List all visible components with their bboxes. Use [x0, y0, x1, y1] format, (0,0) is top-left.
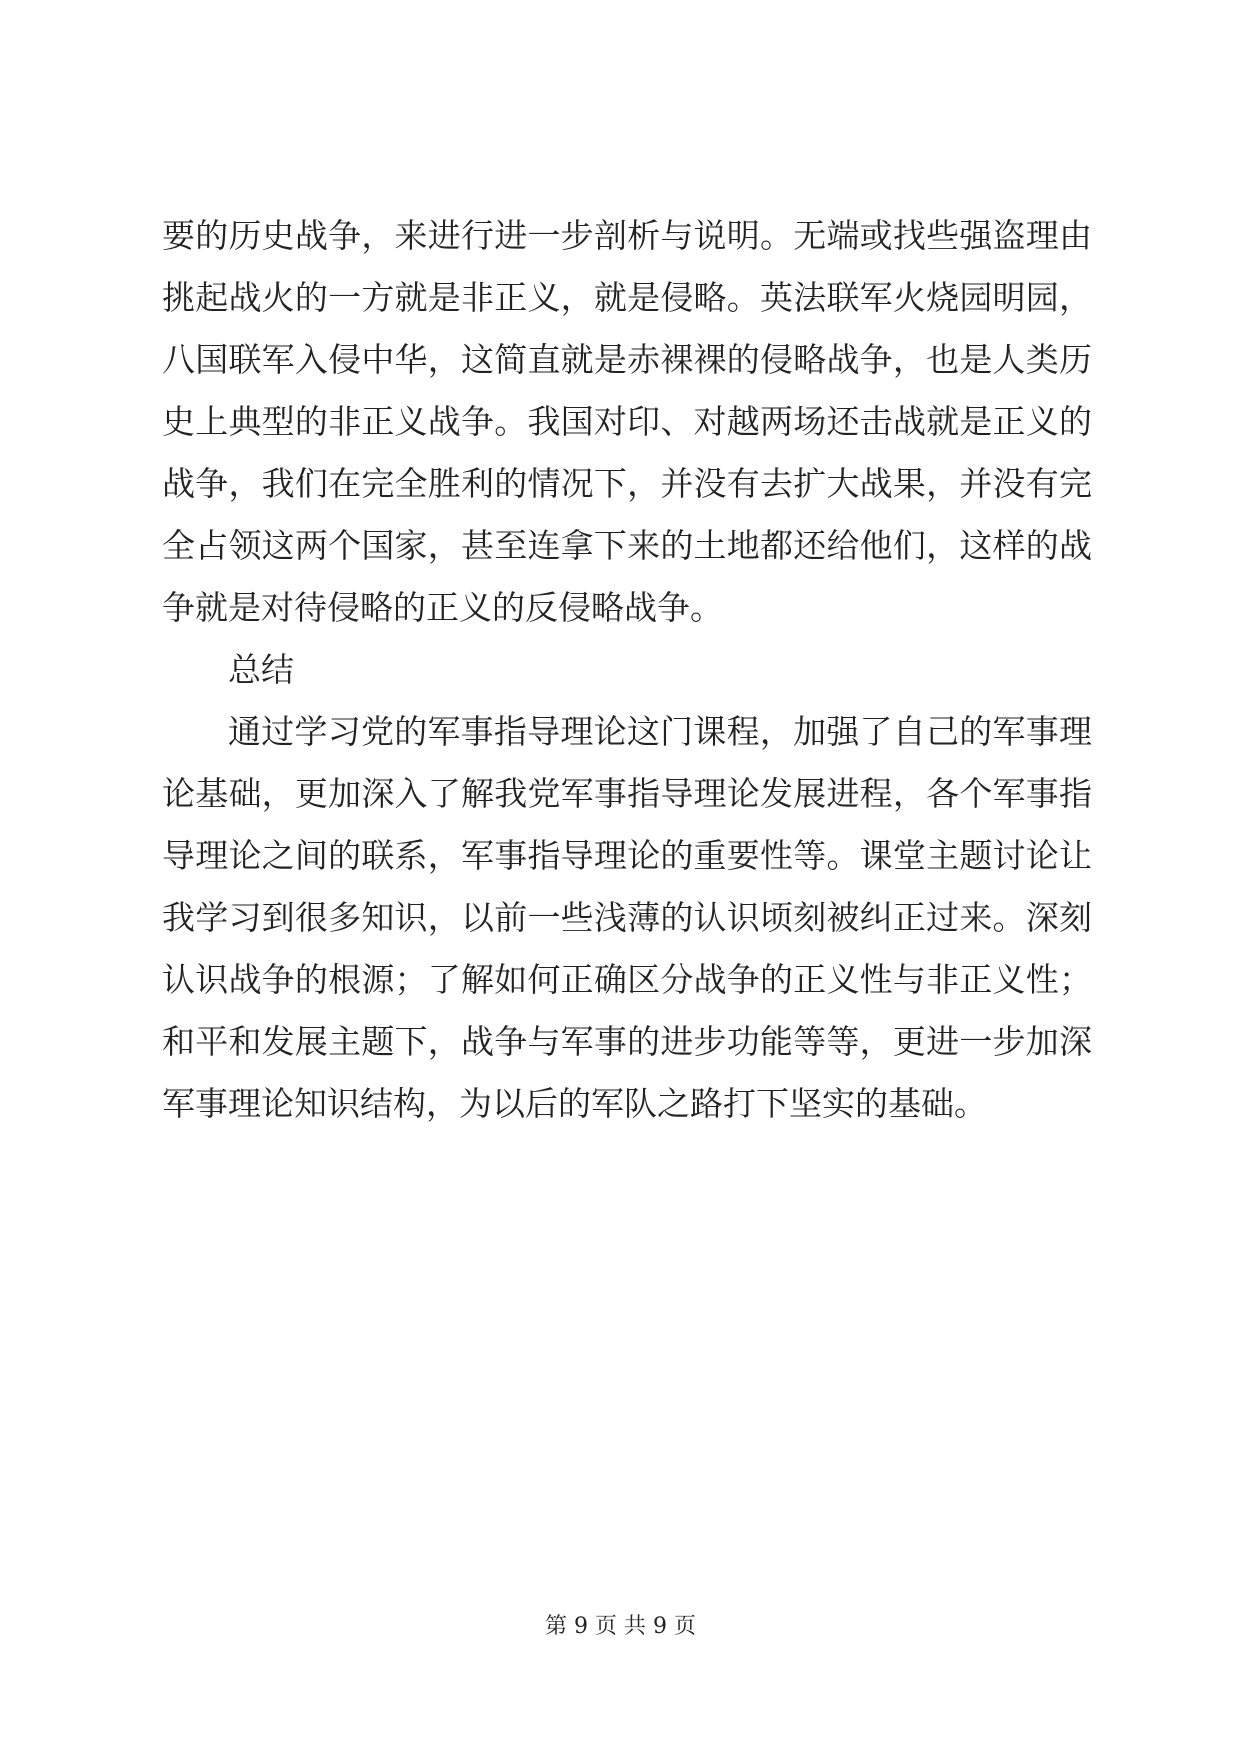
section-heading: 总结: [228, 650, 294, 689]
paragraph-line: 全占领这两个国家，甚至连拿下来的土地都还给他们，这样的战: [162, 526, 1092, 565]
page-number-footer: 第 9 页 共 9 页: [545, 1614, 696, 1639]
paragraph-line: 战争，我们在完全胜利的情况下，并没有去扩大战果，并没有完: [162, 464, 1092, 503]
paragraph-line: 史上典型的非正义战争。我国对印、对越两场还击战就是正义的: [162, 402, 1092, 441]
paragraph-line: 和平和发展主题下，战争与军事的进步功能等等，更进一步加深: [162, 1022, 1092, 1061]
paragraph-line: 导理论之间的联系，军事指导理论的重要性等。课堂主题讨论让: [162, 836, 1092, 875]
paragraph-line: 要的历史战争，来进行进一步剖析与说明。无端或找些强盗理由: [162, 216, 1092, 255]
paragraph-line: 军事理论知识结构，为以后的军队之路打下坚实的基础。: [162, 1084, 987, 1123]
paragraph-line: 论基础，更加深入了解我党军事指导理论发展进程，各个军事指: [162, 774, 1092, 813]
paragraph-line: 认识战争的根源；了解如何正确区分战争的正义性与非正义性；: [162, 960, 1092, 999]
paragraph-line: 挑起战火的一方就是非正义，就是侵略。英法联军火烧园明园，: [162, 278, 1092, 317]
paragraph-line: 八国联军入侵中华，这简直就是赤裸裸的侵略战争，也是人类历: [162, 340, 1092, 379]
paragraph-line: 通过学习党的军事指导理论这门课程，加强了自己的军事理: [228, 712, 1092, 751]
paragraph-line: 争就是对待侵略的正义的反侵略战争。: [162, 588, 723, 627]
document-body: [162, 205, 1092, 1135]
paragraph-line: 我学习到很多知识，以前一些浅薄的认识顷刻被纠正过来。深刻: [162, 898, 1092, 937]
